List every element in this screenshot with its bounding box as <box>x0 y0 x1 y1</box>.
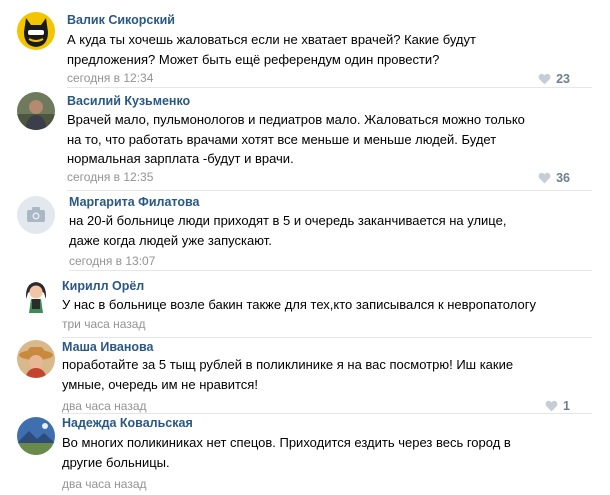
comment-author[interactable]: Василий Кузьменко <box>67 94 191 108</box>
heart-icon <box>538 73 551 85</box>
hat-photo-avatar <box>17 340 55 378</box>
like-button[interactable] <box>545 398 570 414</box>
avatar[interactable] <box>17 277 55 315</box>
like-count: 23 <box>556 72 570 86</box>
avatar[interactable] <box>17 196 55 234</box>
comment-timestamp[interactable]: два часа назад <box>62 399 147 413</box>
like-count: 36 <box>556 171 570 185</box>
cartoon-girl-avatar <box>17 277 55 315</box>
heart-icon <box>545 400 558 412</box>
comment-item <box>0 414 610 495</box>
like-count: 1 <box>563 399 570 413</box>
comment-author[interactable]: Валик Сикорский <box>67 13 175 27</box>
comment-item <box>0 0 610 88</box>
comment-item <box>0 191 610 271</box>
like-button[interactable] <box>538 71 570 87</box>
photo-avatar <box>17 92 55 130</box>
like-button[interactable] <box>538 170 570 186</box>
comment-author[interactable]: Маша Иванова <box>62 340 154 354</box>
comment-author[interactable]: Надежда Ковальская <box>62 416 193 430</box>
comment-text: У нас в больнице возле бакин также для тех,кто записывался к невропатологу <box>62 297 536 312</box>
comment-text: на 20-й больнице люди приходят в 5 и очередь заканчивается на улице, даже когда людей уже запускают. <box>69 213 507 248</box>
comment-timestamp[interactable]: три часа назад <box>62 317 146 331</box>
comment-timestamp[interactable]: два часа назад <box>62 477 147 491</box>
comment-item <box>0 271 610 338</box>
avatar[interactable] <box>17 12 55 50</box>
comment-timestamp[interactable]: сегодня в 12:35 <box>67 170 154 184</box>
comment-author[interactable]: Кирилл Орёл <box>62 279 145 293</box>
landscape-photo-avatar <box>17 417 55 455</box>
heart-icon <box>538 172 551 184</box>
comment-text: Во многих поликиниках нет спецов. Приходится ездить через весь город в другие больницы. <box>62 435 511 470</box>
avatar[interactable] <box>17 340 55 378</box>
avatar[interactable] <box>17 417 55 455</box>
comment-timestamp[interactable]: сегодня в 12:34 <box>67 71 154 85</box>
comment-text: Врачей мало, пульмонологов и педиатров мало. Жаловаться можно только на то, что работать врачами хотят все меньше и меньше людей. Будет нормальная зарплата -будут и врачи. <box>67 112 525 166</box>
comment-timestamp[interactable]: сегодня в 13:07 <box>69 254 156 268</box>
lego-batman-avatar <box>17 12 55 50</box>
comment-author[interactable]: Маргарита Филатова <box>69 195 200 209</box>
comment-text: поработайте за 5 тыщ рублей в поликлинике я на вас посмотрю! Иш какие умные, очередь им не нравится! <box>62 357 514 392</box>
camera-placeholder-avatar <box>17 196 55 234</box>
comment-text: А куда ты хочешь жаловаться если не хватает врачей? Какие будут предложения? Может быть ещё референдум один провести? <box>67 32 476 67</box>
comment-item <box>0 88 610 191</box>
comment-item <box>0 338 610 414</box>
avatar[interactable] <box>17 92 55 130</box>
